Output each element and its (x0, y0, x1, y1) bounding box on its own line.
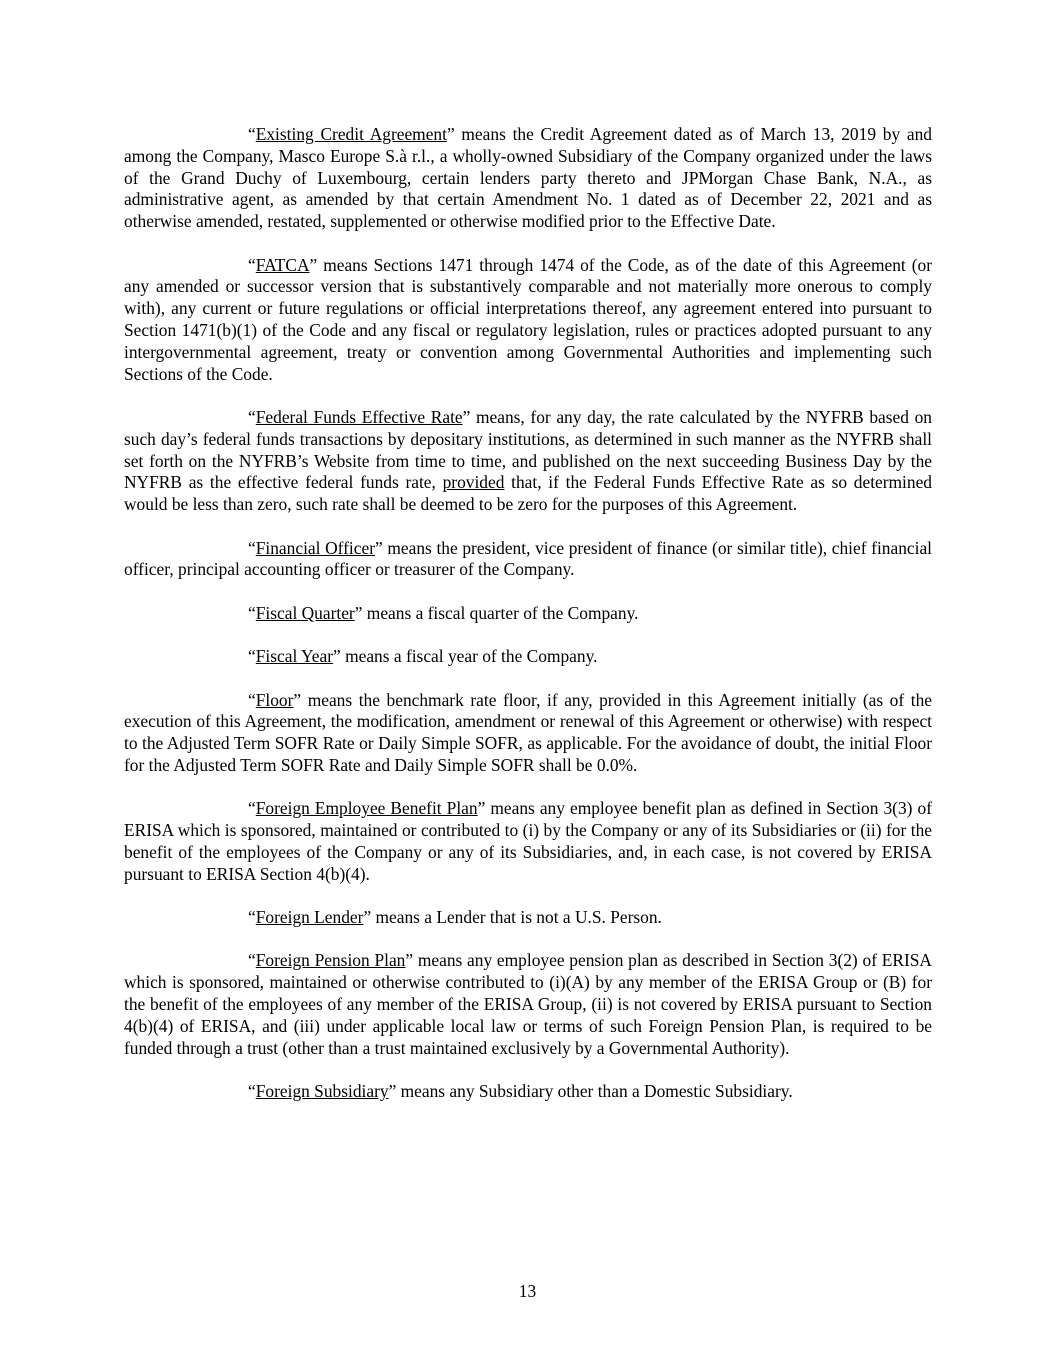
definition-text: ” means, for any day, the rate calculated by the NYFRB based on such day’s federal funds transactions by depositary institutions, as determined in such manner as the NYFRB shall set forth on the NYFRB’s Website from time to time, and published on the next succeeding Business Day by the NYFRB as the effective federal funds rate, (124, 406, 932, 493)
defined-term: Foreign Lender (255, 907, 364, 928)
definition-text: ” means the president, vice president of finance (or similar title), chief financial officer, principal accounting officer or treasurer of the Company. (124, 537, 932, 580)
definition-fiscal-quarter: “Fiscal Quarter” means a fiscal quarter of the Company. (248, 602, 639, 623)
definition-text: ” means any Subsidiary other than a Domestic Subsidiary. (388, 1081, 793, 1102)
definition-text: ” means any employee benefit plan as defined in Section 3(3) of ERISA which is sponsored, maintained or contributed to (i) by the Company or any of its Subsidiaries or (ii) for the benefit of the employees of the Company or any of its Subsidiaries, and, in each case, is not covered by ERISA pursuant to ERISA Section 4(b)(4). (124, 798, 932, 884)
document-page (124, 124, 932, 1124)
defined-term: Floor (255, 689, 294, 710)
defined-term: Federal Funds Effective Rate (255, 406, 463, 427)
definition-text: ” means the benchmark rate floor, if any, provided in this Agreement initially (as of the execution of this Agreement, the modification, amendment or renewal of this Agreement or otherwise) with respect to the Adjusted Term SOFR Rate or Daily Simple SOFR, as applicable. For the avoidance of doubt, the initial Floor for the Adjusted Term SOFR Rate and Daily Simple SOFR shall be 0.0%. (124, 689, 932, 775)
definition-financial-officer: “Financial Officer” means the president, vice president of finance (or similar title), chief financial officer, principal accounting officer or treasurer of the Company. (124, 537, 932, 580)
defined-term: Foreign Employee Benefit Plan (255, 798, 478, 819)
defined-term: Foreign Subsidiary (255, 1081, 389, 1102)
definition-fiscal-year: “Fiscal Year” means a fiscal year of the Company. (248, 646, 598, 667)
definition-text: ” means a Lender that is not a U.S. Person. (363, 907, 662, 928)
definition-foreign-employee-benefit-plan: “Foreign Employee Benefit Plan” means any employee benefit plan as defined in Section 3(3) of ERISA which is sponsored, maintained or contributed to (i) by the Company or any of its Subsidiaries or (ii) for the benefit of the employees of the Company or any of its Subsidiaries, and, in each case, is not covered by ERISA pursuant to ERISA Section 4(b)(4). (124, 798, 932, 884)
page-number: 13 (518, 1281, 537, 1301)
definition-foreign-subsidiary: “Foreign Subsidiary” means any Subsidiary other than a Domestic Subsidiary. (248, 1081, 793, 1102)
definition-text: ” means Sections 1471 through 1474 of the Code, as of the date of this Agreement (or any amended or successor version that is substantively comparable and not materially more onerous to comply with), any current or future regulations or official interpretations thereof, any agreement entered into pursuant to Section 1471(b)(1) of the Code and any fiscal or regulatory legislation, rules or practices adopted pursuant to any intergovernmental agreement, treaty or convention among Governmental Authorities and implementing such Sections of the Code. (124, 254, 932, 384)
definition-foreign-lender: “Foreign Lender” means a Lender that is not a U.S. Person. (248, 907, 662, 928)
definition-text: ” means a fiscal year of the Company. (333, 646, 598, 667)
defined-term: Existing Credit Agreement (255, 124, 447, 144)
defined-term: Fiscal Quarter (255, 602, 355, 623)
defined-term: Fiscal Year (255, 646, 334, 667)
definition-text: ” means any employee pension plan as described in Section 3(2) of ERISA which is sponsored, maintained or otherwise contributed to (i)(A) by any member of the ERISA Group or (B) for the benefit of the employees of any member of the ERISA Group, (ii) is not covered by ERISA pursuant to Section 4(b)(4) of ERISA, and (iii) under applicable local law or terms of such Foreign Pension Plan, is required to be funded through a trust (other than a trust maintained exclusively by a Governmental Authority). (124, 950, 932, 1058)
definition-text: ” means the Credit Agreement dated as of March 13, 2019 by and among the Company, Masco Europe S.à r.l., a wholly-owned Subsidiary of the Company organized under the laws of the Grand Duchy of Luxembourg, certain lenders party thereto and JPMorgan Chase Bank, N.A., as administrative agent, as amended by that certain Amendment No. 1 dated as of December 22, 2021 and as otherwise amended, restated, supplemented or otherwise modified prior to the Effective Date. (124, 124, 932, 232)
defined-term: Foreign Pension Plan (255, 950, 406, 971)
definition-fatca: “FATCA” means Sections 1471 through 1474 of the Code, as of the date of this Agreement (or any amended or successor version that is substantively comparable and not materially more onerous to comply with), any current or future regulations or official interpretations thereof, any agreement entered into pursuant to Section 1471(b)(1) of the Code and any fiscal or regulatory legislation, rules or practices adopted pursuant to any intergovernmental agreement, treaty or convention among Governmental Authorities and implementing such Sections of the Code. (124, 254, 932, 384)
definition-text: ” means a fiscal quarter of the Company. (354, 602, 639, 623)
defined-term: Financial Officer (255, 537, 375, 558)
definition-floor: “Floor” means the benchmark rate floor, if any, provided in this Agreement initially (as of the execution of this Agreement, the modification, amendment or renewal of this Agreement or otherwise) with respect to the Adjusted Term SOFR Rate or Daily Simple SOFR, as applicable. For the avoidance of doubt, the initial Floor for the Adjusted Term SOFR Rate and Daily Simple SOFR shall be 0.0%. (124, 689, 932, 775)
provided-emphasis: provided (442, 472, 505, 493)
definition-foreign-pension-plan: “Foreign Pension Plan” means any employee pension plan as described in Section 3(2) of ERISA which is sponsored, maintained or otherwise contributed to (i)(A) by any member of the ERISA Group or (B) for the benefit of the employees of any member of the ERISA Group, (ii) is not covered by ERISA pursuant to Section 4(b)(4) of ERISA, and (iii) under applicable local law or terms of such Foreign Pension Plan, is required to be funded through a trust (other than a trust maintained exclusively by a Governmental Authority). (124, 950, 932, 1058)
definition-existing-credit-agreement: “Existing Credit Agreement” means the Credit Agreement dated as of March 13, 2019 by and among the Company, Masco Europe S.à r.l., a wholly-owned Subsidiary of the Company organized under the laws of the Grand Duchy of Luxembourg, certain lenders party thereto and JPMorgan Chase Bank, N.A., as administrative agent, as amended by that certain Amendment No. 1 dated as of December 22, 2021 and as otherwise amended, restated, supplemented or otherwise modified prior to the Effective Date. (124, 124, 932, 232)
defined-term: FATCA (255, 254, 310, 275)
definition-federal-funds-effective-rate: “Federal Funds Effective Rate” means, for any day, the rate calculated by the NYFRB based on such day’s federal funds transactions by depositary institutions, as determined in such manner as the NYFRB shall set forth on the NYFRB’s Website from time to time, and published on the next succeeding Business Day by the NYFRB as the effective federal funds rate, provided that, if the Federal Funds Effective Rate as so determined would be less than zero, such rate shall be deemed to be zero for the purposes of this Agreement. (124, 406, 933, 515)
definition-text-tail: that, if the Federal Funds Effective Rate as so determined would be less than zero, such rate shall be deemed to be zero for the purposes of this Agreement. (124, 472, 933, 515)
